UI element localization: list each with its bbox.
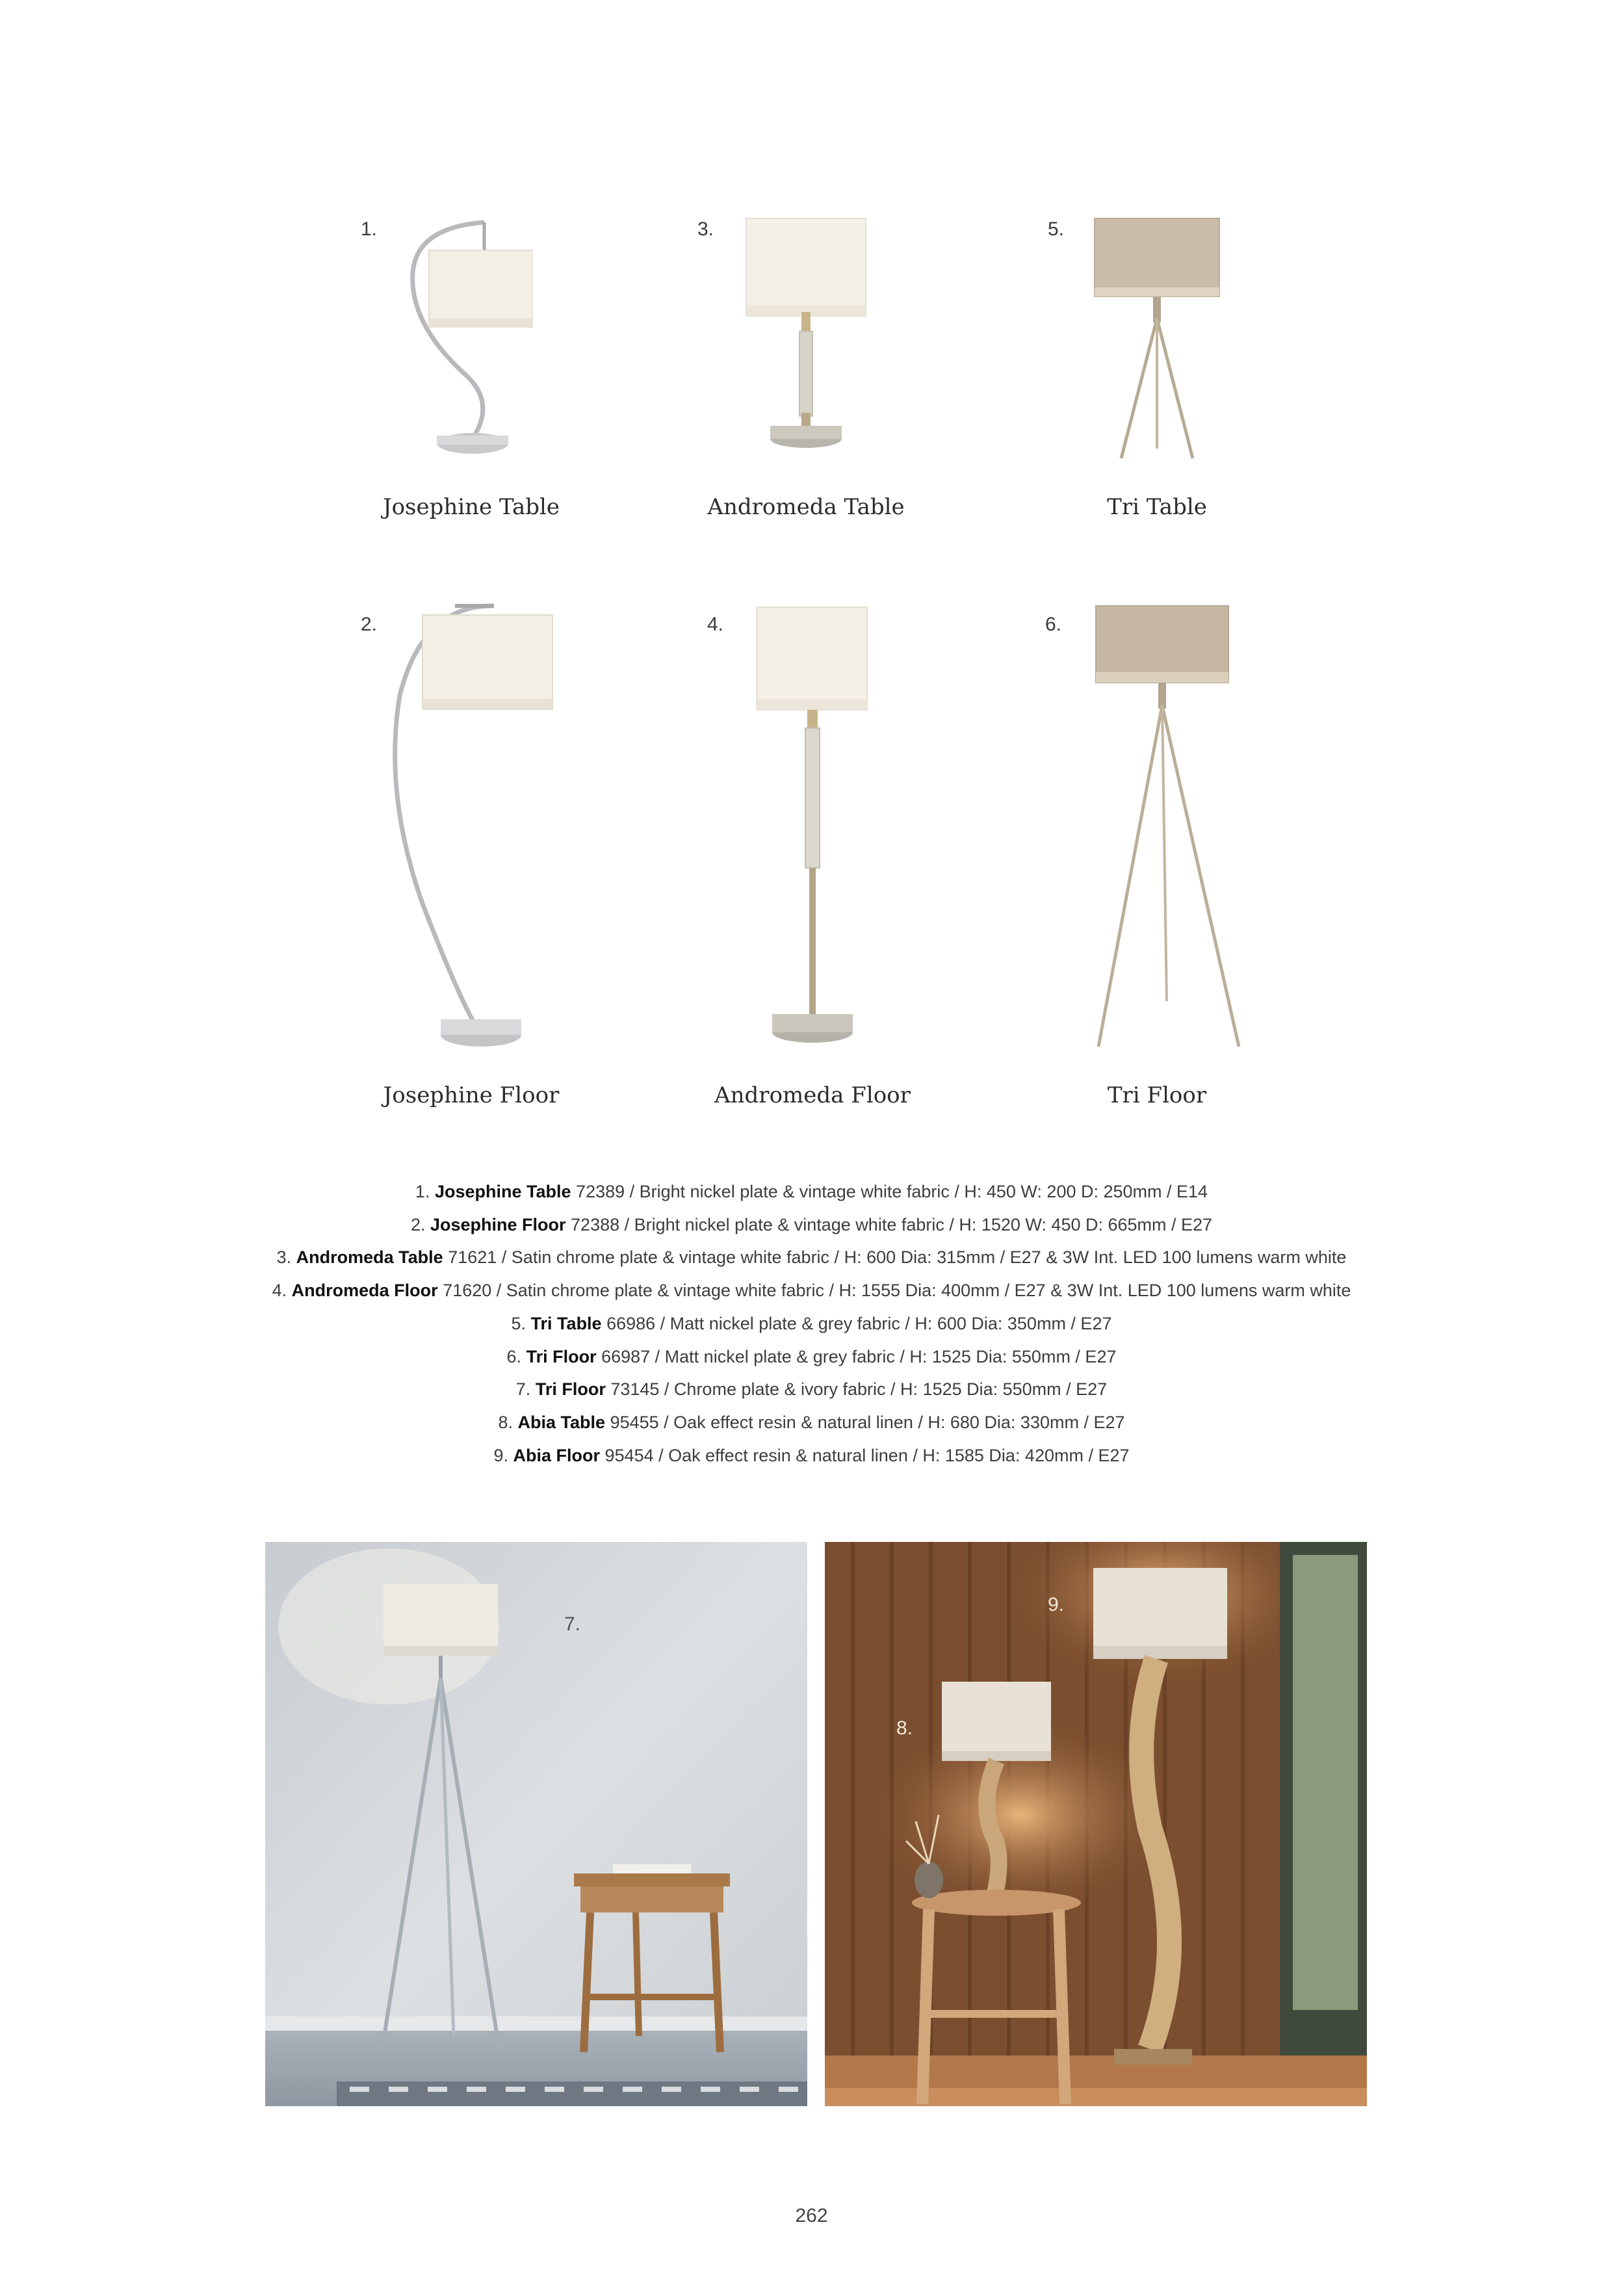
spec-line-3: 3. Andromeda Table 71621 / Satin chrome plate & vintage white fabric / H: 600 Dia: 315mm / E27 & 3W Int. LED 100 lumens warm white bbox=[276, 1247, 1347, 1268]
spec-line-9: 9. Abia Floor 95454 / Oak effect resin & natural linen / H: 1585 Dia: 420mm / E27 bbox=[493, 1445, 1130, 1465]
spec-line-2: 2. Josephine Floor 72388 / Bright nickel plate & vintage white fabric / H: 1520 W: 450 D: 665mm / E27 bbox=[410, 1214, 1213, 1234]
page-number: 262 bbox=[795, 2205, 828, 2226]
andromeda-table-lamp-image bbox=[734, 215, 877, 462]
spec-line-1: 1. Josephine Table 72389 / Bright nickel plate & vintage white fabric / H: 450 W: 200 D: 250mm / E14 bbox=[415, 1182, 1208, 1201]
spec-line-7: 7. Tri Floor 73145 / Chrome plate & ivory fabric / H: 1525 Dia: 550mm / E27 bbox=[515, 1379, 1108, 1400]
tri-table-lamp-image bbox=[1085, 215, 1228, 462]
josephine-floor-lamp-image bbox=[383, 598, 565, 1047]
product-name-2: Josephine Floor bbox=[383, 1082, 560, 1108]
product-name-4: Andromeda Floor bbox=[714, 1082, 911, 1108]
photo-label-9: 9. bbox=[1048, 1594, 1065, 1615]
product-name-3: Andromeda Table bbox=[707, 494, 905, 520]
spec-line-4: 4. Andromeda Floor 71620 / Satin chrome plate & vintage white fabric / H: 1555 Dia: 400mm / E27 & 3W Int. LED 100 lumens warm white bbox=[272, 1281, 1351, 1301]
product-specifications bbox=[0, 1175, 1623, 1472]
product-name-1: Josephine Table bbox=[382, 494, 560, 520]
product-name-6: Tri Floor bbox=[1107, 1082, 1207, 1108]
product-number-6: 6. bbox=[1045, 614, 1062, 635]
product-number-3: 3. bbox=[697, 218, 714, 240]
josephine-table-lamp-image bbox=[390, 215, 533, 462]
spec-line-5: 5. Tri Table 66986 / Matt nickel plate & grey fabric / H: 600 Dia: 350mm / E27 bbox=[511, 1313, 1112, 1333]
product-name-5: Tri Table bbox=[1107, 494, 1207, 520]
product-number-5: 5. bbox=[1048, 218, 1065, 240]
product-number-1: 1. bbox=[361, 218, 378, 240]
lifestyle-photo-abia bbox=[825, 1542, 1367, 2106]
product-number-2: 2. bbox=[361, 614, 378, 635]
andromeda-floor-lamp-image bbox=[747, 598, 877, 1047]
spec-line-8: 8. Abia Table 95455 / Oak effect resin & natural linen / H: 680 Dia: 330mm / E27 bbox=[498, 1412, 1125, 1432]
lifestyle-photo-tri-floor bbox=[265, 1542, 807, 2106]
photo-label-8: 8. bbox=[896, 1717, 913, 1739]
product-number-4: 4. bbox=[707, 614, 724, 635]
spec-line-6: 6. Tri Floor 66987 / Matt nickel plate & grey fabric / H: 1525 Dia: 550mm / E27 bbox=[506, 1346, 1117, 1366]
tri-floor-lamp-image bbox=[1085, 598, 1241, 1053]
photo-label-7: 7. bbox=[564, 1613, 581, 1635]
